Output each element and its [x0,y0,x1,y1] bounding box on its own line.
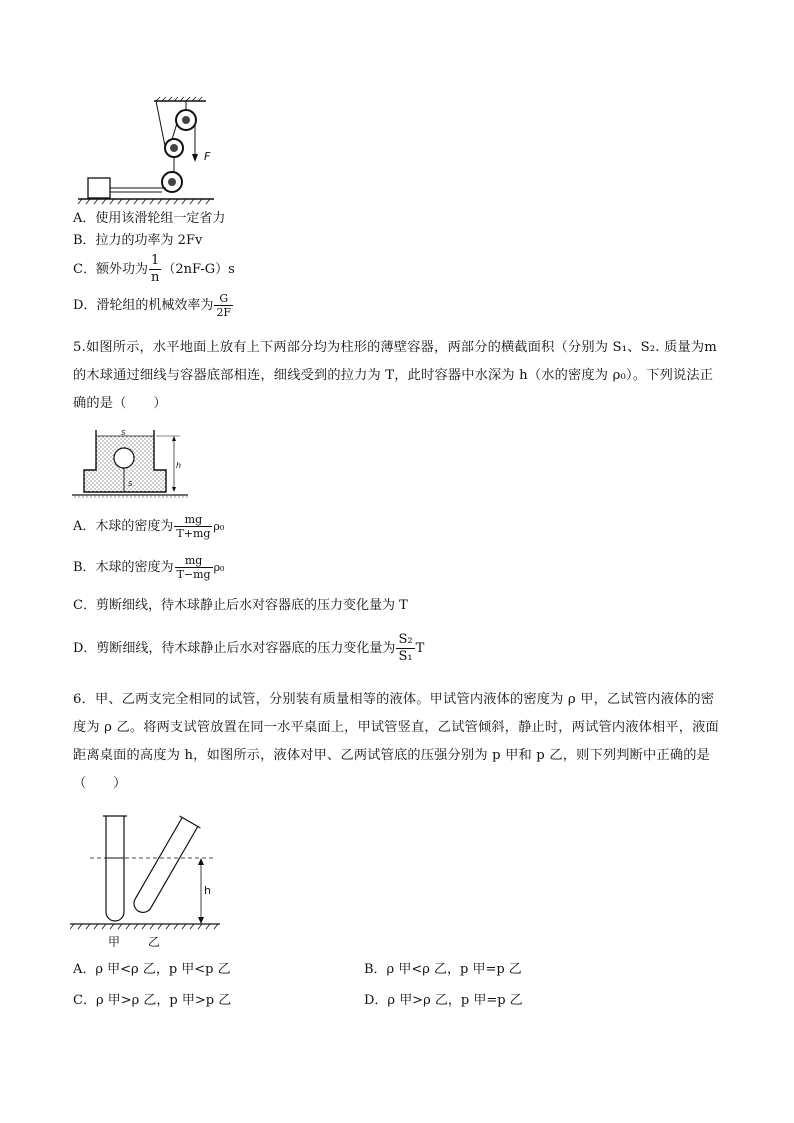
q5-option-b[interactable] [73,553,224,583]
fraction [396,632,414,665]
fraction-denominator: T+mg [176,527,211,540]
fraction-denominator: S₁ [398,649,413,664]
q6-option-c[interactable]: C．ρ 甲>ρ 乙，p 甲>p 乙 [73,993,232,1008]
q4-option-a[interactable]: A．使用该滑轮组一定省力 [73,211,226,226]
q6-stem: 6．甲、乙两支完全相同的试管，分别装有质量相等的液体。甲试管内液体的密度为 ρ 甲，乙试管内液体的密度为 ρ 乙。将两支试管放置在同一水平桌面上，甲试管竖直，乙试管倾斜，静止时，两试管内液体相平，液面距离桌面的高度为 h，如图所示，液体对甲、乙两试管底的压强分别为 p 甲和 p 乙，则下列判断中正确的是（ ） [73,692,719,791]
fraction-numerator: mg [184,554,203,567]
fraction-numerator: S₂ [398,632,413,647]
q5-option-b-prefix: B．木球的密度为 [73,560,174,575]
q4-option-c-suffix: （2nF-G）s [162,262,235,277]
fraction-numerator: mg [184,513,203,526]
q5-option-b-suffix: ρ₀ [213,561,225,574]
h-label: h [204,884,211,897]
q5-option-d-prefix: D．剪断细线，待木球静止后水对容器底的压力变化量为 [73,641,396,656]
container-diagram [72,426,192,498]
tube-a-label: 甲 [108,935,121,949]
s1-label: S [121,429,126,437]
q5-option-a-prefix: A．木球的密度为 [73,519,174,534]
h-label: h [176,461,182,470]
q6-option-a[interactable]: A．ρ 甲<ρ 乙，p 甲<p 乙 [73,962,231,977]
q6-option-b[interactable]: B．ρ 甲<ρ 乙，p 甲=p 乙 [364,962,522,977]
force-label: F [204,150,211,163]
q5-option-c[interactable]: C．剪断细线，待木球静止后水对容器底的压力变化量为 T [73,598,408,613]
q4-option-c-prefix: C．额外功为 [73,262,148,277]
fraction [175,554,213,581]
fraction [214,292,233,319]
q5-option-d[interactable] [73,632,424,666]
q4-option-d[interactable] [73,291,234,321]
q4-option-d-prefix: D．滑轮组的机械效率为 [73,298,214,313]
q4-option-c[interactable] [73,253,235,286]
s2-label: S [128,480,133,488]
test-tubes-diagram [70,812,230,952]
q5-stem: 5.如图所示，水平地面上放有上下两部分均为柱形的薄壁容器，两部分的横截面积（分别为 S₁、S₂. 质量为m 的木球通过细线与容器底部相连，细线受到的拉力为 T，此时容器中水深为 h（水的密度为 ρ₀）。下列说法正确的是（ ） [73,340,717,411]
fraction-denominator: n [150,270,160,285]
q5-option-a[interactable] [73,512,224,542]
q5-option-d-suffix: T [415,641,425,656]
pulley-diagram [74,96,274,208]
q5-option-a-suffix: ρ₀ [213,520,225,533]
fraction-numerator: 1 [151,253,160,268]
fraction-numerator: G [219,292,229,305]
fraction [149,253,161,286]
q4-option-b[interactable]: B．拉力的功率为 2Fv [73,233,203,248]
tube-b-label: 乙 [148,935,161,949]
q6-option-d[interactable]: D．ρ 甲>ρ 乙，p 甲=p 乙 [364,993,523,1008]
fraction [174,513,212,540]
fraction-denominator: T−mg [176,568,211,581]
fraction-denominator: 2F [216,306,232,319]
